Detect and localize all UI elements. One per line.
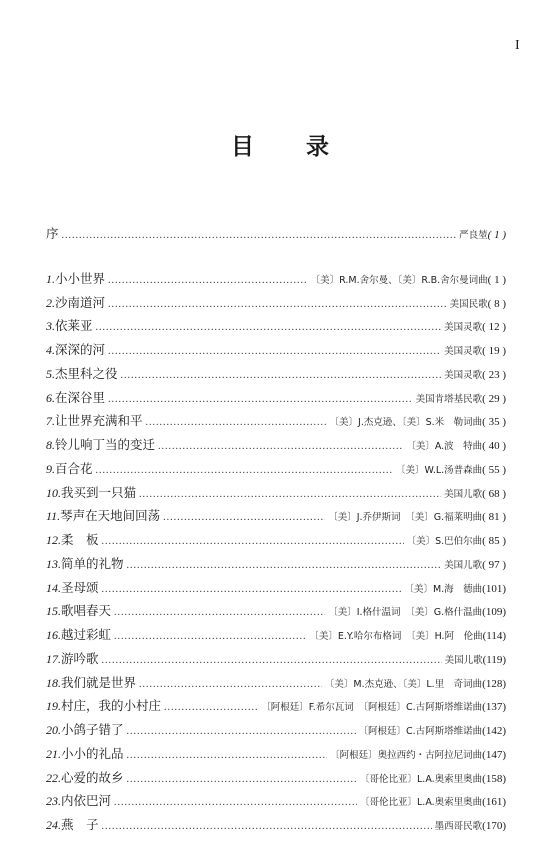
- entry-title: 让世界充满和平: [55, 413, 143, 429]
- entry-number: 9.: [46, 461, 55, 476]
- table-of-contents: [46, 222, 506, 837]
- page-number: I: [515, 38, 520, 53]
- dot-leader: [102, 578, 402, 602]
- entry-author: 〔美〕M.杰克逊、〔美〕L.里 奇词曲: [324, 678, 483, 690]
- entry-author: 〔美〕M.海 德曲: [404, 583, 483, 595]
- entry-author: 〔美〕A.波 特曲: [406, 441, 483, 452]
- entry-title: 深深的河: [55, 342, 106, 357]
- entry-author: 〔阿根廷〕C.古阿斯塔维诺曲: [358, 726, 483, 737]
- entry-author: 美国儿歌: [444, 488, 483, 500]
- toc-entry[interactable]: [46, 362, 506, 386]
- entry-title: 小小世界: [55, 270, 106, 286]
- entry-page: ( 35 ): [482, 416, 506, 429]
- entry-title: 沙南道河: [55, 294, 106, 310]
- entry-number: 1.: [46, 271, 55, 286]
- dot-leader: [127, 744, 328, 768]
- entry-author: 美国灵歌: [444, 346, 483, 357]
- dot-leader: [139, 483, 441, 507]
- dot-leader: [102, 815, 432, 839]
- entry-number: 18.: [46, 675, 61, 690]
- title-char-1: 目: [231, 134, 254, 160]
- entry-number: 3.: [46, 319, 55, 334]
- toc-entry[interactable]: [46, 504, 506, 528]
- entry-page: (101): [482, 582, 506, 595]
- entry-number: 13.: [46, 556, 61, 571]
- page-title: [0, 128, 560, 161]
- entry-author: 〔哥伦比亚〕L.A.奥索里奥曲: [360, 773, 483, 785]
- entry-number: 2.: [46, 295, 55, 310]
- entry-author: 美国肯塔基民歌: [415, 393, 483, 405]
- toc-entry[interactable]: [46, 647, 506, 671]
- dot-leader: [102, 649, 442, 673]
- preface-author: 严良堃: [459, 230, 488, 241]
- toc-entry[interactable]: [46, 766, 506, 790]
- dot-leader: [108, 293, 447, 317]
- entry-author: 〔美〕J.杰克逊、〔美〕S.米 勒词曲: [329, 417, 483, 429]
- entry-title: 小小的礼品: [61, 745, 124, 761]
- entry-title: 村庄，我的小村庄: [61, 698, 162, 714]
- entry-number: 4.: [46, 343, 55, 357]
- toc-entry[interactable]: [46, 457, 506, 481]
- entry-title: 百合花: [55, 460, 93, 476]
- entry-page: ( 19 ): [482, 345, 506, 357]
- dot-leader: [96, 459, 394, 483]
- dot-leader: [127, 554, 442, 578]
- entry-title: 我买到一只猫: [61, 484, 137, 500]
- entry-page: ( 55 ): [482, 463, 506, 476]
- dot-leader: [114, 601, 325, 625]
- entry-number: 6.: [46, 390, 55, 405]
- entry-author: 美国儿歌: [444, 654, 483, 666]
- toc-entry[interactable]: [46, 742, 506, 766]
- entry-author: 〔阿根廷〕F.希尔瓦词 〔阿根廷〕C.古阿斯塔维诺曲: [261, 702, 483, 714]
- entry-author: 〔美〕I.格什温词 〔美〕G.格什温曲: [328, 607, 483, 619]
- entry-number: 24.: [46, 818, 61, 832]
- entry-page: ( 40 ): [482, 440, 506, 452]
- entry-number: 5.: [46, 366, 55, 381]
- toc-entry[interactable]: [46, 267, 506, 291]
- dot-leader: [114, 791, 357, 815]
- dot-leader: [102, 530, 404, 554]
- toc-entry[interactable]: [46, 433, 506, 457]
- toc-list: [46, 267, 506, 837]
- entry-author: 〔美〕J.乔伊斯词 〔美〕G.福莱明曲: [328, 512, 483, 524]
- entry-title: 在深谷里: [55, 389, 106, 405]
- entry-author: 〔美〕W.L.汤普森曲: [396, 464, 483, 476]
- entry-number: 11.: [46, 509, 61, 524]
- entry-number: 10.: [46, 485, 61, 500]
- entry-page: ( 12 ): [482, 321, 506, 334]
- toc-entry[interactable]: [46, 528, 506, 552]
- dot-leader: [96, 316, 442, 340]
- dot-leader: [158, 435, 403, 459]
- entry-page: (109): [482, 606, 506, 619]
- entry-author: 〔哥伦比亚〕L.A.奥索里奥曲: [360, 797, 483, 809]
- entry-number: 15.: [46, 604, 61, 619]
- dot-leader: [108, 269, 308, 293]
- entry-author: 美国灵歌: [444, 322, 483, 334]
- entry-title: 小鸽子错了: [61, 722, 124, 737]
- entry-title: 简单的礼物: [61, 555, 124, 571]
- entry-page: ( 1 ): [487, 273, 506, 286]
- dot-leader: [62, 224, 457, 248]
- entry-title: 燕 子: [61, 817, 99, 832]
- entry-page: (158): [482, 772, 506, 785]
- entry-author: 美国灵歌: [444, 369, 483, 381]
- entry-page: (128): [482, 677, 506, 690]
- toc-entry[interactable]: [46, 694, 506, 718]
- toc-entry[interactable]: [46, 481, 506, 505]
- entry-title: 越过彩虹: [61, 627, 112, 642]
- dot-leader: [127, 768, 357, 792]
- toc-entry[interactable]: [46, 552, 506, 576]
- entry-title: 我们就是世界: [61, 674, 137, 690]
- dot-leader: [139, 673, 322, 697]
- entry-page: (170): [482, 820, 506, 832]
- dot-leader: [108, 388, 413, 412]
- entry-title: 铃儿响丁当的变迁: [55, 437, 156, 452]
- entry-page: (147): [482, 748, 506, 761]
- toc-entry[interactable]: [46, 338, 506, 362]
- entry-page: ( 68 ): [482, 487, 506, 500]
- toc-entry[interactable]: [46, 718, 506, 742]
- entry-page: (137): [482, 701, 506, 714]
- entry-page: ( 29 ): [482, 392, 506, 405]
- entry-page: (161): [482, 796, 506, 809]
- toc-entry[interactable]: [46, 576, 506, 600]
- entry-title: 心爱的故乡: [61, 769, 124, 785]
- entry-title: 内依巴河: [61, 793, 112, 809]
- dot-leader: [121, 364, 442, 388]
- entry-author: 墨西哥民歌: [434, 821, 483, 832]
- entry-number: 12.: [46, 533, 61, 547]
- dot-leader: [146, 411, 327, 435]
- dot-leader: [163, 506, 325, 530]
- entry-author: 〔美〕S.巴伯尔曲: [406, 536, 483, 547]
- entry-page: (142): [482, 725, 506, 737]
- dot-leader: [114, 625, 306, 649]
- entry-page: ( 23 ): [482, 368, 506, 381]
- title-char-2: 录: [306, 134, 329, 160]
- preface-entry[interactable]: [46, 222, 506, 246]
- entry-title: 歌唱春天: [61, 603, 112, 619]
- entry-author: 美国民歌: [449, 298, 488, 310]
- entry-author: 美国儿歌: [444, 559, 483, 571]
- toc-entry[interactable]: [46, 671, 506, 695]
- entry-number: 7.: [46, 414, 55, 429]
- dot-leader: [127, 720, 356, 744]
- toc-entry[interactable]: [46, 623, 506, 647]
- entry-author: 〔美〕R.M.舍尔曼、〔美〕R.B.舍尔曼词曲: [310, 274, 488, 286]
- dot-leader: [108, 340, 441, 364]
- entry-title: 杰里科之役: [55, 365, 118, 381]
- entry-number: 23.: [46, 794, 61, 809]
- entry-page: ( 8 ): [487, 297, 506, 310]
- entry-title: 圣母颂: [61, 579, 99, 595]
- entry-author: 〔美〕E.Y.哈尔布格词 〔美〕H.阿 伦曲: [309, 631, 483, 642]
- toc-entry[interactable]: [46, 314, 506, 338]
- entry-number: 14.: [46, 580, 61, 595]
- entry-number: 22.: [46, 770, 61, 785]
- toc-entry[interactable]: [46, 409, 506, 433]
- entry-page: ( 85 ): [482, 535, 506, 547]
- toc-entry[interactable]: [46, 386, 506, 410]
- entry-title: 依莱亚: [55, 318, 93, 334]
- toc-entry[interactable]: [46, 789, 506, 813]
- entry-number: 19.: [46, 699, 61, 714]
- entry-number: 16.: [46, 628, 61, 642]
- entry-page: (114): [482, 630, 506, 642]
- entry-title: 琴声在天地间回荡: [60, 508, 161, 524]
- toc-entry[interactable]: [46, 599, 506, 623]
- toc-entry[interactable]: [46, 291, 506, 315]
- entry-title: 游吟歌: [61, 650, 99, 666]
- entry-number: 21.: [46, 746, 61, 761]
- entry-page: ( 97 ): [482, 558, 506, 571]
- entry-number: 20.: [46, 723, 61, 737]
- entry-number: 8.: [46, 438, 55, 452]
- entry-number: 17.: [46, 651, 61, 666]
- entry-title: 柔 板: [61, 532, 99, 547]
- preface-page: ( 1 ): [487, 229, 506, 241]
- preface-title: 序: [46, 226, 59, 241]
- entry-page: ( 81 ): [482, 511, 506, 524]
- entry-page: (119): [482, 653, 506, 666]
- entry-author: 〔阿根廷〕奥拉西约・古阿拉尼词曲: [330, 749, 483, 761]
- dot-leader: [164, 696, 258, 720]
- toc-entry[interactable]: [46, 813, 506, 837]
